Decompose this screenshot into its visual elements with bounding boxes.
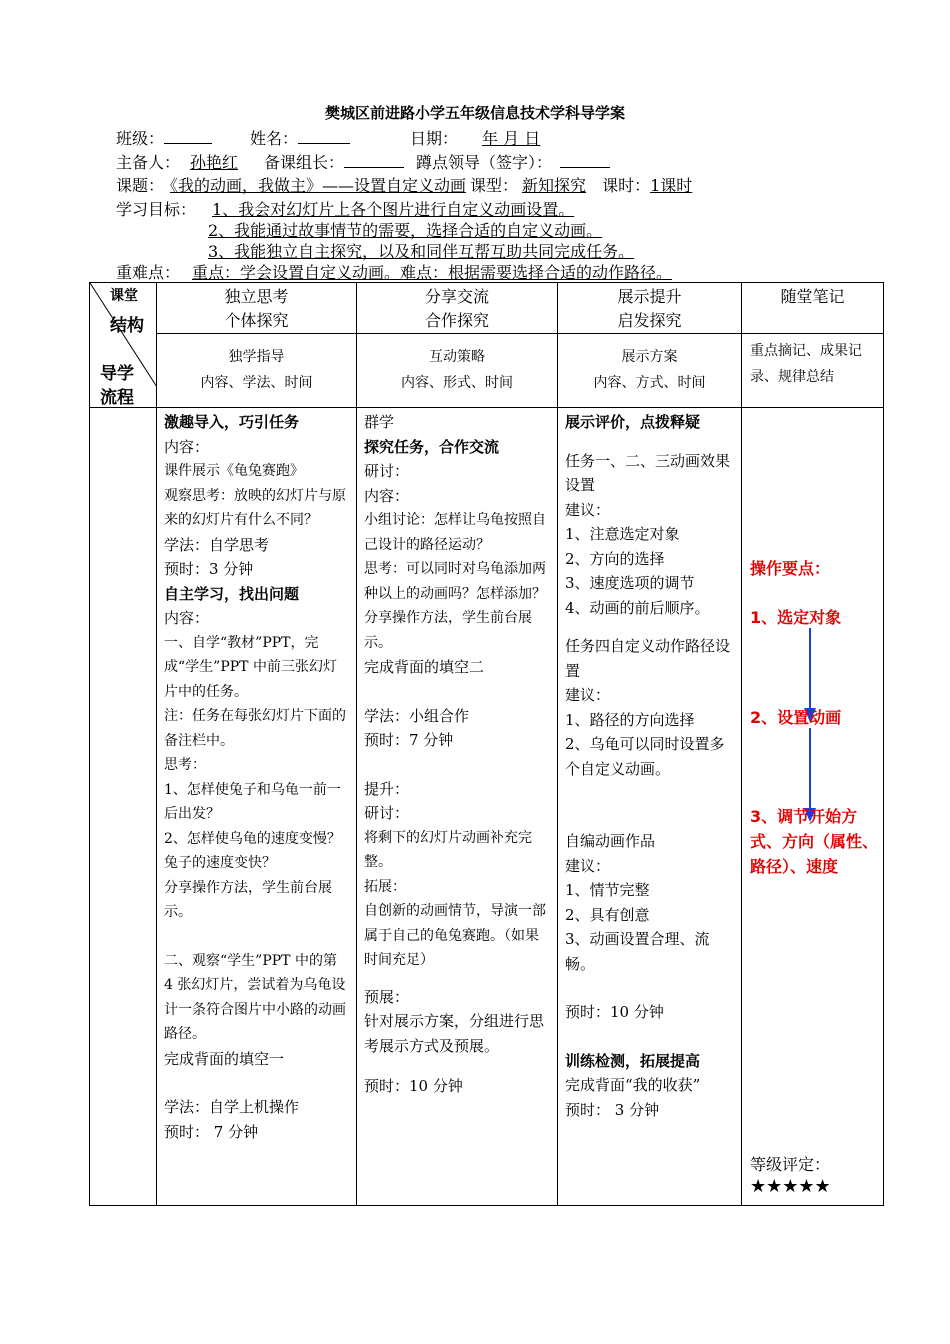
col1-line-12: 完成背面的填空一: [164, 1049, 285, 1068]
col1-content-label-1: 内容：: [164, 437, 210, 456]
col1-line-10: 分享操作方法，学生前台展示。: [164, 879, 332, 920]
type-value: 新知探究: [522, 176, 587, 195]
col2-line-17: 预时：10 分钟: [364, 1077, 463, 1095]
col1-line-7: 思考：: [164, 757, 206, 773]
col1-line-14: 预时： 7 分钟: [164, 1122, 259, 1141]
col3-line-15: 3、动画设置合理、流畅。: [565, 930, 710, 973]
date-value[interactable]: 年 月 日: [482, 129, 541, 148]
guide-table: [89, 282, 884, 1206]
goals-row-1: [116, 199, 610, 221]
col2-line-8: 学法：小组合作: [364, 706, 470, 725]
topic-value: 《我的动画，我做主》——设置自定义动画: [170, 176, 467, 195]
col1-line-8: 1、怎样使兔子和乌龟一前一后出发？: [164, 781, 341, 822]
col3-line-14: 2、具有创意: [565, 905, 650, 924]
col3-line-2: 建议：: [565, 500, 611, 519]
col1-content-label-2: 内容：: [164, 609, 210, 627]
corner-cell: [90, 283, 157, 408]
class-blank[interactable]: [164, 127, 212, 144]
preparer-value: 孙艳红: [190, 153, 239, 172]
col3-line-6: 4、动画的前后顺序。: [565, 598, 710, 617]
sub-header-3-line2: 内容、方式、时间: [593, 375, 706, 391]
preparer-label: 主备人：: [116, 153, 181, 172]
goal-1: 1、我会对幻灯片上各个图片进行自定义动画设置。: [212, 200, 575, 219]
col-header-2: [357, 283, 558, 334]
col3-line-11: 自编动画作品: [565, 832, 656, 850]
col3-line-17: 完成背面“我的收获”: [565, 1076, 701, 1094]
grade-label: 等级评定：: [750, 1155, 831, 1174]
corner-top-1: 课堂: [110, 288, 138, 304]
hours-value: 1课时: [650, 176, 693, 195]
col4-content: [742, 408, 884, 1206]
leader-sign-blank[interactable]: [560, 151, 610, 168]
sub-header-4-line1: 重点摘记、成果记录、规律总结: [750, 343, 862, 385]
sub-header-4: [742, 334, 884, 408]
header-row-2: [116, 151, 610, 174]
col-header-2-title1: 分享交流: [424, 287, 489, 306]
col1-line-4: 预时：3 分钟: [164, 560, 254, 578]
flow-cell: [90, 408, 157, 1206]
table-header-row: [90, 283, 884, 334]
notes-step-1: 1、选定对象: [750, 608, 842, 627]
name-blank[interactable]: [298, 127, 350, 144]
topic-label: 课题：: [116, 176, 165, 195]
col3-heading-1: 展示评价，点拨释疑: [565, 413, 701, 431]
col2-line-9: 预时：7 分钟: [364, 731, 454, 749]
col1-content: [157, 408, 357, 1206]
col2-line-3: 内容：: [364, 486, 410, 505]
col3-line-16: 预时：10 分钟: [565, 1003, 664, 1021]
key-label: 重难点：: [116, 263, 181, 282]
header-row-3: [116, 175, 716, 197]
document-title: 樊城区前进路小学五年级信息技术学科导学案: [324, 104, 625, 122]
sub-header-2: [357, 334, 558, 408]
col-header-3-title2: 启发探究: [617, 311, 682, 330]
header-row-1: [116, 127, 550, 150]
col-header-1-title2: 个体探究: [224, 311, 289, 330]
col-header-1-title1: 独立思考: [224, 287, 289, 306]
col3-line-7: 任务四自定义动作路径设置: [565, 637, 731, 680]
corner-bottom-1: 导学: [100, 364, 134, 384]
col1-line-1: 课件展示《龟兔赛跑》: [164, 463, 304, 479]
type-label: 课型：: [470, 176, 519, 195]
col3-line-9: 1、路径的方向选择: [565, 710, 695, 729]
col2-line-6: 分享操作方法，学生前台展示。: [364, 610, 532, 651]
hours-label: 课时：: [602, 176, 651, 195]
col3-line-13: 1、情节完整: [565, 881, 650, 899]
group-leader-blank[interactable]: [344, 151, 404, 168]
col3-line-4: 2、方向的选择: [565, 549, 665, 568]
col2-line-13: 拓展：: [364, 878, 406, 895]
col2-content: [357, 408, 558, 1206]
table-subheader-row: [90, 334, 884, 408]
col2-line-14: 自创新的动画情节，导演一部属于自己的龟兔赛跑。（如果时间充足）: [364, 903, 546, 968]
sub-header-1: [157, 334, 357, 408]
col-header-1: [157, 283, 357, 334]
date-label: 日期：: [410, 129, 459, 148]
col2-line-16: 针对展示方案，分组进行思考展示方式及预展。: [364, 1012, 545, 1055]
col2-line-4: 小组讨论：怎样让乌龟按照自己设计的路径运动？: [364, 512, 546, 553]
col-header-2-title2: 合作探究: [424, 311, 489, 330]
grade-stars: ★★★★★: [750, 1176, 831, 1197]
col1-line-2: 观察思考：放映的幻灯片与原来的幻灯片有什么不同？: [164, 487, 346, 528]
col3-line-3: 1、注意选定对象: [565, 525, 680, 543]
col3-line-12: 建议：: [565, 856, 611, 875]
sub-header-3-line1: 展示方案: [621, 349, 678, 365]
sub-header-2-line2: 内容、形式、时间: [401, 375, 513, 391]
col3-line-1: 任务一、二、三动画效果设置: [565, 451, 731, 494]
goals-label: 学习目标：: [116, 200, 197, 219]
goal-3: 3、我能独立自主探究，以及和同伴互帮互助共同完成任务。: [208, 242, 635, 261]
corner-top-2: 结构: [110, 316, 144, 336]
col1-heading-1: 激趣导入，巧引任务: [164, 413, 300, 431]
col-header-4-title1: 随堂笔记: [780, 287, 845, 306]
col2-line-7: 完成背面的填空二: [364, 658, 485, 676]
col1-line-6: 注：任务在每张幻灯片下面的备注栏中。: [164, 708, 346, 749]
col2-line-11: 研讨：: [364, 804, 410, 822]
class-label: 班级：: [116, 129, 165, 148]
col3-line-10: 2、乌龟可以同时设置多个自定义动画。: [565, 735, 725, 778]
col2-line-5: 思考：可以同时对乌龟添加两种以上的动画吗？怎样添加？: [364, 561, 546, 602]
corner-bottom-2: 流程: [100, 388, 134, 408]
col2-line-15: 预展：: [364, 987, 410, 1006]
col3-content: [558, 408, 742, 1206]
col1-line-5: 一、自学“教材”PPT，完成“学生”PPT 中前三张幻灯片中的任务。: [164, 634, 337, 700]
key-points-row: [116, 262, 672, 284]
col1-line-3: 学法：自学思考: [164, 535, 270, 554]
sub-header-1-line1: 独学指导: [228, 349, 285, 365]
col-header-3-title1: 展示提升: [617, 287, 682, 306]
col1-heading-2: 自主学习，找出问题: [164, 584, 300, 603]
col-header-4: [742, 283, 884, 334]
col3-line-5: 3、速度选项的调节: [565, 574, 695, 592]
table-body-row: [90, 408, 884, 1206]
notes-operation-title: 操作要点：: [750, 559, 831, 578]
col2-line-1: 群学: [364, 413, 395, 431]
col3-line-18: 预时： 3 分钟: [565, 1100, 660, 1119]
sub-header-3: [558, 334, 742, 408]
sub-header-2-line1: 互动策略: [429, 349, 485, 365]
notes-step-3: 3、调节开始方式、方向（属性、路径）、速度: [750, 807, 879, 876]
col3-heading-2: 训练检测，拓展提高: [565, 1051, 701, 1070]
col3-line-8: 建议：: [565, 686, 611, 704]
col2-line-2: 研讨：: [364, 462, 410, 480]
goal-2: 2、我能通过故事情节的需要，选择合适的自定义动画。: [208, 221, 603, 240]
col2-line-12: 将剩下的幻灯片动画补充完整。: [364, 829, 532, 870]
name-label: 姓名：: [250, 129, 299, 148]
leader-sign-label: 蹲点领导（签字）：: [416, 153, 553, 172]
group-leader-label: 备课组长：: [264, 153, 345, 172]
col2-line-10: 提升：: [364, 779, 410, 798]
key-value: 重点：学会设置自定义动画。难点：根据需要选择合适的动作路径。: [192, 263, 673, 282]
col1-line-9: 2、怎样使乌龟的速度变慢？兔子的速度变快？: [164, 830, 341, 871]
col2-heading-1: 探究任务，合作交流: [364, 437, 500, 456]
col1-line-13: 学法：自学上机操作: [164, 1098, 300, 1116]
sub-header-1-line2: 内容、学法、时间: [200, 375, 313, 391]
col-header-3: [558, 283, 742, 334]
col1-line-11: 二、观察“学生”PPT 中的第 4 张幻灯片，尝试着为乌龟设计一条符合图片中小路的动画路径。: [164, 952, 346, 1042]
goals-row-3: [208, 241, 634, 263]
notes-step-2: 2、设置动画: [750, 708, 842, 727]
goals-row-2: [208, 220, 630, 242]
